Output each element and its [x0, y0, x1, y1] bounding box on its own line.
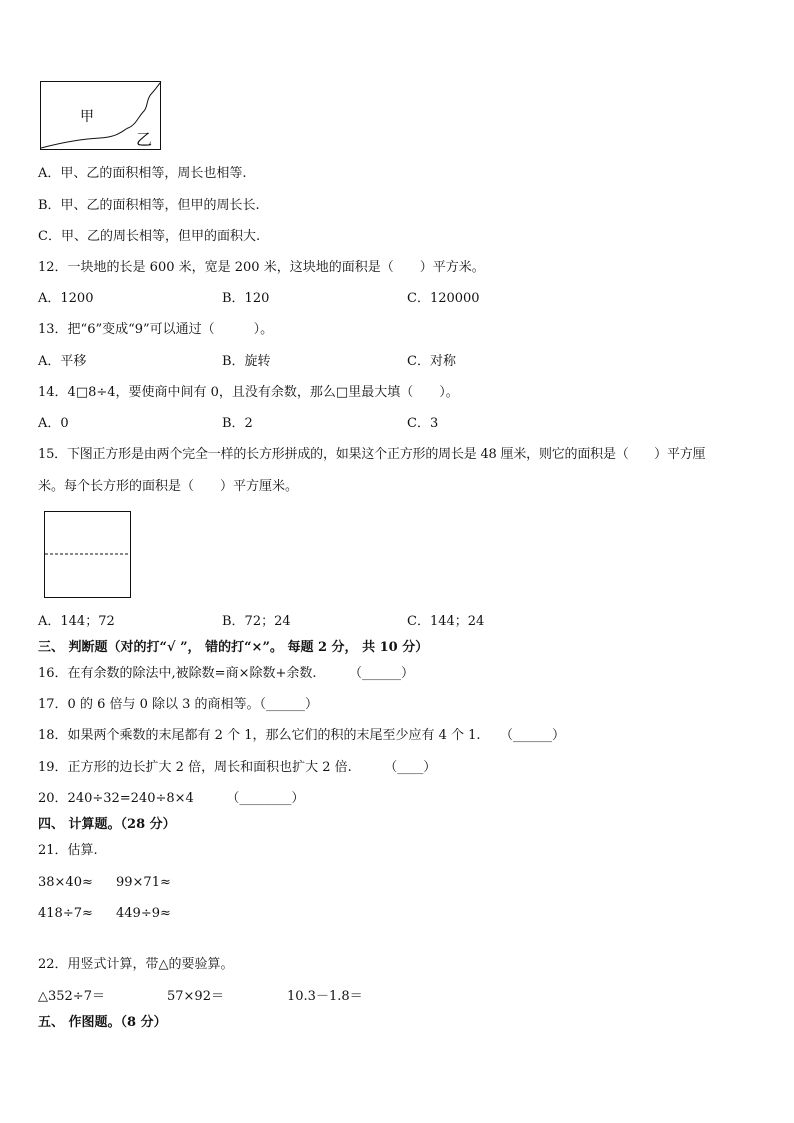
q12-text: 12．一块地的长是 600 米，宽是 200 米，这块地的面积是（ ）平方米。 — [38, 260, 485, 275]
q12-option-a: A．1200 — [38, 291, 94, 306]
q14-option-a: A．0 — [38, 416, 69, 431]
q21-item-3: 418÷7≈ — [38, 906, 93, 921]
square-figure-svg — [44, 511, 132, 599]
q21-item-2: 99×71≈ — [116, 875, 171, 890]
q14-option-b: B．2 — [222, 416, 253, 431]
q15-option-b: B．72；24 — [222, 614, 291, 629]
q21-item-4: 449÷9≈ — [116, 906, 171, 921]
q21-text: 21．估算. — [38, 843, 98, 858]
field-figure — [40, 81, 162, 151]
q22-item-2: 57×92＝ — [167, 989, 224, 1004]
q17-text: 17．0 的 6 倍与 0 除以 3 的商相等。（______） — [38, 697, 319, 712]
q14-text: 14．4□8÷4，要使商中间有 0，且没有余数，那么□里最大填（ ）。 — [38, 385, 459, 400]
q11-option-a: A．甲、乙的面积相等，周长也相等. — [38, 166, 247, 181]
q15-text-line2: 米。每个长方形的面积是（ ）平方厘米。 — [38, 479, 299, 494]
section-4-heading: 四、 计算题。（28 分） — [38, 817, 176, 832]
square-figure — [44, 511, 132, 599]
q20-text: 20．240÷32=240÷8×4 （________） — [38, 791, 305, 806]
q13-option-a: A．平移 — [38, 354, 87, 369]
q22-item-1: △352÷7＝ — [38, 989, 105, 1004]
q11-option-c: C．甲、乙的周长相等，但甲的面积大. — [38, 229, 261, 244]
q19-text: 19．正方形的边长扩大 2 倍，周长和面积也扩大 2 倍. （____） — [38, 760, 437, 775]
q15-option-a: A．144；72 — [38, 614, 115, 629]
q15-option-c: C．144；24 — [407, 614, 485, 629]
q13-option-b: B．旋转 — [222, 354, 271, 369]
q13-text: 13．把“6”变成“9”可以通过（ ）。 — [38, 322, 274, 337]
q22-text: 22．用竖式计算，带△的要验算。 — [38, 957, 234, 972]
q16-text: 16．在有余数的除法中,被除数=商×除数+余数. （______） — [38, 666, 414, 681]
q14-option-c: C．3 — [407, 416, 439, 431]
section-5-heading: 五、 作图题。（8 分） — [38, 1015, 167, 1030]
q18-text: 18．如果两个乘数的末尾都有 2 个 1，那么它们的积的末尾至少应有 4 个 1. （______） — [38, 728, 566, 743]
q11-option-b: B．甲、乙的面积相等，但甲的周长长. — [38, 198, 260, 213]
q12-option-c: C．120000 — [407, 291, 480, 306]
q13-option-c: C．对称 — [407, 354, 456, 369]
label-jia: 甲 — [80, 109, 94, 125]
q21-item-1: 38×40≈ — [38, 875, 93, 890]
section-3-heading: 三、 判断题（对的打“√ ”， 错的打“×”。 每题 2 分， 共 10 分） — [38, 640, 429, 655]
q12-option-b: B．120 — [222, 291, 270, 306]
q22-item-3: 10.3－1.8＝ — [287, 989, 363, 1004]
q15-text-line1: 15．下图正方形是由两个完全一样的长方形拼成的，如果这个正方形的周长是 48 厘米，则它的面积是（ ）平方厘 — [38, 447, 706, 462]
label-yi: 乙 — [136, 130, 153, 149]
field-figure-svg — [40, 81, 162, 151]
